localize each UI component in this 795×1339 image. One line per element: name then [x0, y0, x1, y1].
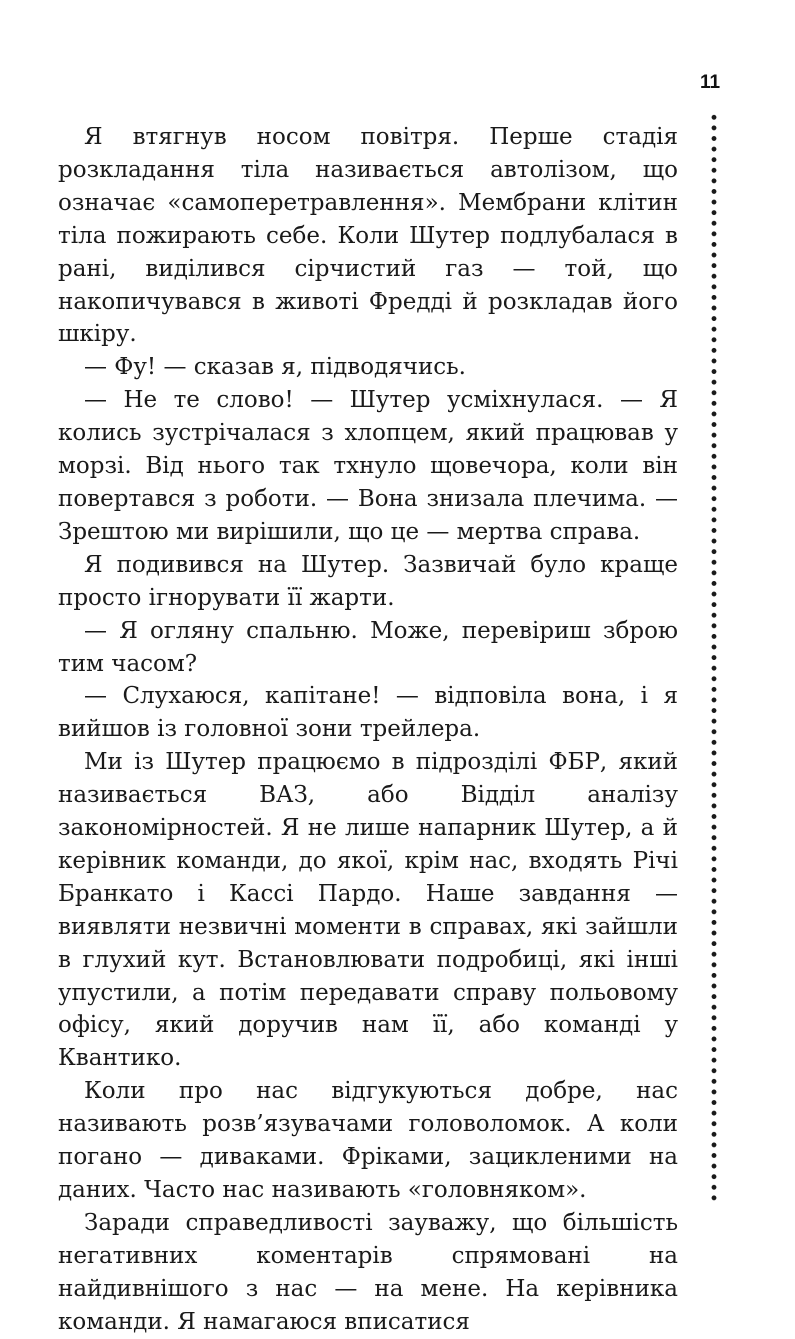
dotted-margin-rule — [711, 112, 717, 1202]
paragraph: — Не те слово! — Шутер усміхнулася. — Я колись зустрічалася з хлопцем, який працював у морзі. Від нього так тхнуло щовечора, коли він повертався з роботи. — Вона знизала плечима. — Зрештою ми вирішили, що це — мертва справа. — [58, 387, 678, 545]
page-number: 11 — [700, 72, 721, 93]
paragraph: Коли про нас відгукуються добре, нас називають розв’язувачами головоломок. А коли погано — диваками. Фріками, зацикленими на даних. Часто нас називають «головняком». — [58, 1078, 678, 1203]
paragraph: — Я огляну спальню. Може, перевіриш зброю тим часом? — [58, 617, 678, 677]
paragraph: Ми із Шутер працюємо в підрозділі ФБР, який називається ВАЗ, або Відділ аналізу закономірностей. Я не лише напарник Шутер, а й керівник команди, до якої, крім нас, входять Річі Бранкато і Кассі Пардо. Наше завдання — виявляти незвичні моменти в справах, які зайшли в глухий кут. Встановлювати подробиці, які інші упустили, а потім передавати справу польовому офісу, який доручив нам її, або команді у Квантико. — [58, 749, 678, 1072]
paragraph: Я втягнув носом повітря. Перше стадія розкладання тіла називається автолізом, що означає «самоперетравлення». Мембрани клітин тіла пожирають себе. Коли Шутер подлубалася в рані, виділився сірчистий газ — той, що накопичувався в животі Фредді й розкладав його шкіру. — [58, 124, 678, 348]
paragraph: — Слухаюся, капітане! — відповіла вона, і я вийшов із головної зони трейлера. — [58, 683, 678, 743]
paragraph: Заради справедливості зауважу, що більшість негативних коментарів спрямовані на найдивнішого з нас — на мене. На керівника команди. Я намагаюся вписатися — [58, 1209, 678, 1335]
paragraph: Я подивився на Шутер. Зазвичай було краще просто ігнорувати її жарти. — [58, 551, 678, 611]
paragraph: — Фу! — сказав я, підводячись. — [84, 354, 466, 381]
body-text — [58, 121, 678, 1339]
